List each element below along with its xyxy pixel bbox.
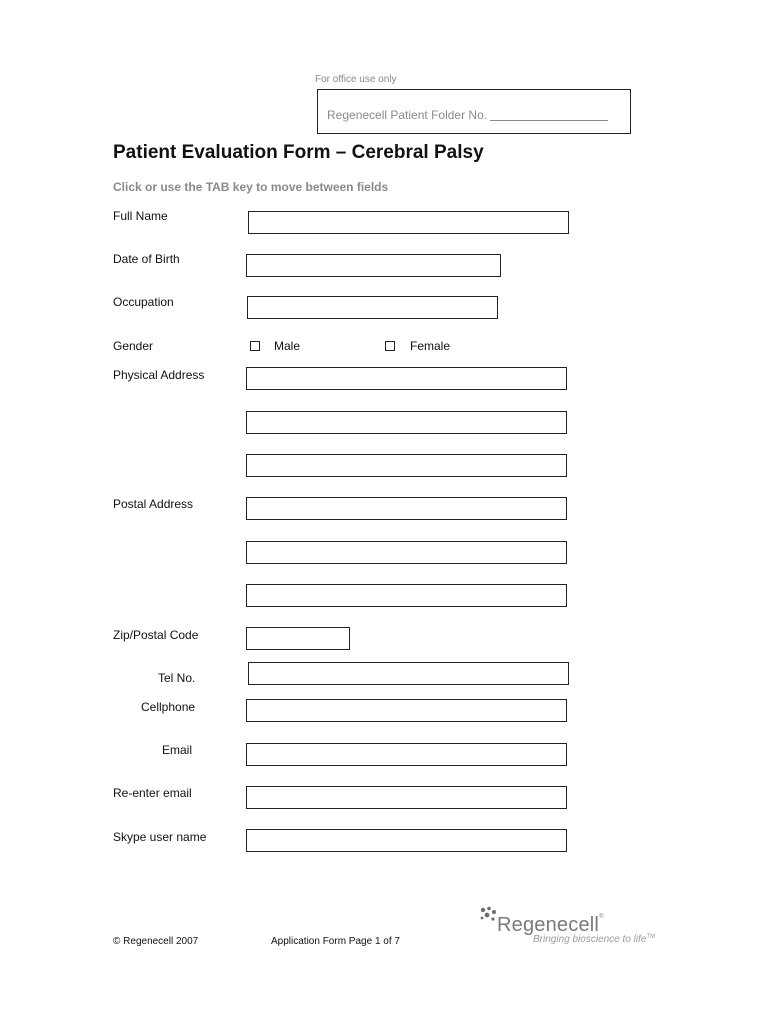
email-field[interactable] bbox=[246, 743, 567, 766]
reenter-email-label: Re-enter email bbox=[113, 786, 192, 800]
regenecell-logo-icon bbox=[479, 906, 499, 922]
postal-address-line1-field[interactable] bbox=[246, 497, 567, 520]
date-of-birth-label: Date of Birth bbox=[113, 252, 180, 266]
postal-address-label: Postal Address bbox=[113, 497, 194, 511]
email-label: Email bbox=[162, 743, 193, 757]
skype-label: Skype user name bbox=[113, 830, 207, 844]
postal-address-line3-field[interactable] bbox=[246, 584, 567, 607]
skype-field[interactable] bbox=[246, 829, 567, 852]
logo-tagline-text: Bringing bioscience to life bbox=[533, 934, 647, 945]
tel-label: Tel No. bbox=[158, 671, 196, 685]
instructions-text: Click or use the TAB key to move between fields bbox=[113, 180, 389, 194]
full-name-label: Full Name bbox=[113, 209, 168, 223]
logo-registered-mark: ® bbox=[599, 914, 604, 920]
logo-trademark: TM bbox=[646, 934, 656, 940]
full-name-field[interactable] bbox=[248, 211, 569, 234]
occupation-field[interactable] bbox=[247, 296, 498, 319]
female-label: Female bbox=[410, 339, 451, 353]
occupation-label: Occupation bbox=[113, 295, 174, 309]
female-checkbox[interactable] bbox=[385, 341, 395, 351]
physical-address-line2-field[interactable] bbox=[246, 411, 567, 434]
cellphone-label: Cellphone bbox=[141, 700, 196, 714]
physical-address-line1-field[interactable] bbox=[246, 367, 567, 390]
logo-name: Regenecell bbox=[497, 914, 600, 936]
zip-label: Zip/Postal Code bbox=[113, 628, 199, 642]
copyright-text: Regenecell 2007 bbox=[123, 936, 199, 947]
cellphone-field[interactable] bbox=[246, 699, 567, 722]
physical-address-line3-field[interactable] bbox=[246, 454, 567, 477]
gender-label: Gender bbox=[113, 339, 154, 353]
folder-number-label: Regenecell Patient Folder No. bbox=[327, 108, 488, 122]
office-use-label: For office use only bbox=[315, 74, 397, 85]
office-use-box bbox=[317, 89, 631, 134]
date-of-birth-field[interactable] bbox=[246, 254, 501, 277]
tel-field[interactable] bbox=[248, 662, 569, 685]
page-title: Patient Evaluation Form – Cerebral Palsy bbox=[113, 142, 484, 163]
zip-field[interactable] bbox=[246, 627, 350, 650]
male-label: Male bbox=[274, 339, 301, 353]
physical-address-label: Physical Address bbox=[113, 368, 205, 382]
copyright-symbol: © bbox=[113, 936, 121, 947]
male-checkbox[interactable] bbox=[250, 341, 260, 351]
folder-number-line bbox=[490, 120, 608, 121]
logo-tagline bbox=[533, 934, 655, 945]
reenter-email-field[interactable] bbox=[246, 786, 567, 809]
footer-page-number: Application Form Page 1 of 7 bbox=[271, 936, 400, 947]
postal-address-line2-field[interactable] bbox=[246, 541, 567, 564]
folder-number-text bbox=[327, 108, 608, 122]
footer-copyright bbox=[113, 936, 198, 947]
